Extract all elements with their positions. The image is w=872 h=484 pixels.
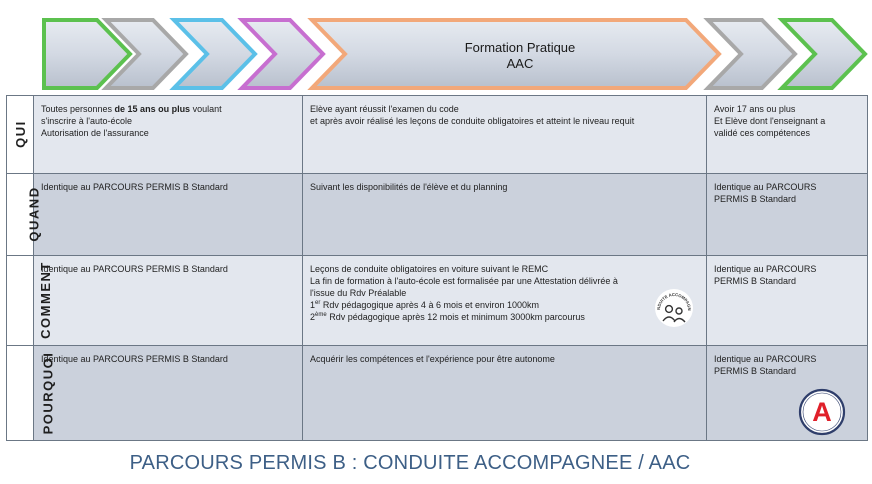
row-header: [7, 174, 42, 256]
stage-label: [400, 40, 640, 72]
cell-comment-next: [707, 256, 868, 346]
text-line: La fin de formation à l'auto-école est formalisée par une Attestation délivrée à: [310, 276, 618, 286]
row-header: [7, 346, 56, 441]
rdv-line-2: [310, 311, 700, 323]
text-line: Identique au PARCOURS: [714, 354, 817, 364]
text-line: Suivant les disponibilités de l'élève et du planning: [310, 182, 508, 192]
text-fragment: Toutes personnes: [41, 104, 115, 114]
cell-quand-next: [707, 174, 868, 256]
text-line: Identique au PARCOURS PERMIS B Standard: [41, 264, 228, 274]
text-line: Acquérir les compétences et l'expérience pour être autonome: [310, 354, 555, 364]
row-label-qui: QUI: [12, 120, 28, 148]
cell-quand-aac: [303, 174, 707, 256]
badge-arc-text: NDUITE ACCOMPAGN: [655, 291, 693, 311]
row-qui: [7, 96, 868, 174]
stage-subtitle: AAC: [506, 56, 534, 71]
conduite-accompagnee-badge: [654, 288, 694, 328]
text-line: s'inscrire à l'auto-école: [41, 116, 132, 126]
text-line: Identique au PARCOURS: [714, 264, 817, 274]
parcours-table: [6, 95, 868, 441]
row-pourquoi: [7, 346, 868, 441]
row-header: [7, 256, 53, 346]
text-line: validé ces compétences: [714, 128, 811, 138]
row-comment: [7, 256, 868, 346]
text-line: Autorisation de l'assurance: [41, 128, 149, 138]
row-label-pourquoi: POURQUOI: [40, 351, 56, 434]
ordinal: 2: [310, 312, 316, 322]
cell-qui-next: [707, 96, 868, 174]
text-fragment: voulant: [190, 104, 222, 114]
text-line: Et Elève dont l'enseignant a: [714, 116, 826, 126]
logo-letter: A: [812, 397, 832, 427]
row-label-quand: QUAND: [26, 186, 42, 242]
row-header: [7, 96, 34, 174]
text-fragment: Rdv pédagogique après 4 à 6 mois et environ 1000km: [320, 300, 539, 310]
page-title: PARCOURS PERMIS B : CONDUITE ACCOMPAGNEE / AAC: [129, 452, 691, 474]
text-line: Elève ayant réussit l'examen du code: [310, 104, 459, 114]
text-line: Avoir 17 ans ou plus: [714, 104, 796, 114]
ordinal: 1: [310, 300, 316, 310]
rdv-line-1: [310, 299, 700, 311]
cell-qui-standard: [34, 96, 303, 174]
row-label-comment: COMMENT: [37, 261, 53, 339]
cell-pourquoi-aac: [303, 346, 707, 441]
row-quand: [7, 174, 868, 256]
ordinal-suffix: ème: [315, 312, 327, 318]
cell-comment-standard: [34, 256, 303, 346]
stage-title: Formation Pratique: [464, 40, 576, 55]
text-line: PERMIS B Standard: [714, 276, 797, 286]
text-line: l'issue du Rdv Préalable: [310, 288, 407, 298]
text-line: Identique au PARCOURS PERMIS B Standard: [41, 354, 228, 364]
cell-comment-aac: [303, 256, 707, 346]
text-line: et après avoir réalisé les leçons de conduite obligatoires et atteint le niveau requit: [310, 116, 635, 126]
cell-qui-aac: [303, 96, 707, 174]
cell-pourquoi-standard: [34, 346, 303, 441]
text-line: Identique au PARCOURS PERMIS B Standard: [41, 182, 228, 192]
text-line: PERMIS B Standard: [714, 366, 797, 376]
text-line: PERMIS B Standard: [714, 194, 797, 204]
cell-quand-standard: [34, 174, 303, 256]
ordinal-suffix: er: [315, 300, 321, 306]
text-fragment: Rdv pédagogique après 12 mois et minimum 3000km parcourus: [326, 312, 585, 322]
text-line: Identique au PARCOURS: [714, 182, 817, 192]
text-line: Leçons de conduite obligatoires en voiture suivant le REMC: [310, 264, 549, 274]
text-bold: de 15 ans ou plus: [114, 104, 191, 114]
auto-ecole-a-logo: [798, 388, 846, 436]
